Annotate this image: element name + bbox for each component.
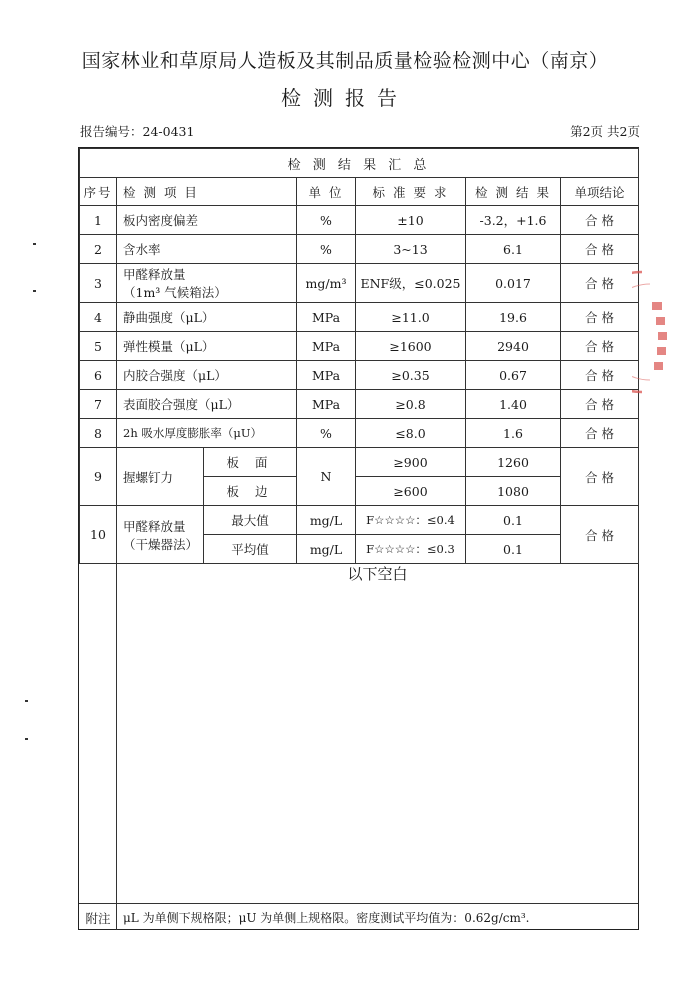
row-requirement: ≥600: [356, 477, 466, 506]
report-title: 检测报告: [281, 86, 409, 110]
row-result: 0.67: [466, 361, 561, 390]
row-unit: %: [297, 419, 356, 448]
row-requirement: ≥900: [356, 448, 466, 477]
row-item: [117, 264, 297, 303]
row-unit: MPa: [297, 361, 356, 390]
row-result: 1.6: [466, 419, 561, 448]
row-conclusion: 合 格: [561, 332, 639, 361]
results-table: [79, 148, 639, 564]
col-header-conclusion: 单项结论: [561, 178, 639, 206]
row-subitem: 板 面: [204, 448, 297, 477]
row-unit: MPa: [297, 303, 356, 332]
col-header-result: 检 测 结 果: [466, 178, 561, 206]
row-unit: mg/L: [297, 535, 356, 564]
row-unit: %: [297, 206, 356, 235]
row-result: 0.017: [466, 264, 561, 303]
row-unit: MPa: [297, 390, 356, 419]
row-result: 1.40: [466, 390, 561, 419]
row-no: 2: [80, 235, 117, 264]
row-unit: mg/m³: [297, 264, 356, 303]
table-row: [80, 361, 639, 390]
table-row: [80, 264, 639, 303]
row-requirement: ≥1600: [356, 332, 466, 361]
row-conclusion: 合 格: [561, 303, 639, 332]
row-requirement: 3~13: [356, 235, 466, 264]
row-requirement: ≥0.8: [356, 390, 466, 419]
row-requirement: ≥11.0: [356, 303, 466, 332]
row-requirement: ENF级，≤0.025: [356, 264, 466, 303]
seal-stamp: [632, 262, 690, 402]
row-conclusion: 合 格: [561, 506, 639, 564]
note-text: μL 为单侧下规格限；μU 为单侧上规格限。密度测试平均值为：0.62g/cm³.: [123, 911, 530, 925]
row-requirement: ≥0.35: [356, 361, 466, 390]
row-subitem: 板 边: [204, 477, 297, 506]
row-unit: mg/L: [297, 506, 356, 535]
row-result: 6.1: [466, 235, 561, 264]
table-row: [80, 235, 639, 264]
row-conclusion: 合 格: [561, 264, 639, 303]
note-label: 附注: [85, 911, 111, 926]
row-no: 5: [80, 332, 117, 361]
row-no: 8: [80, 419, 117, 448]
row-requirement: ≤8.0: [356, 419, 466, 448]
row-subitem: 平均值: [204, 535, 297, 564]
row-item: 表面胶合强度（μL）: [117, 390, 297, 419]
row-unit: MPa: [297, 332, 356, 361]
report-number: 报告编号：24-0431: [80, 124, 195, 139]
table-caption: 检 测 结 果 汇 总: [80, 149, 639, 178]
row-unit: %: [297, 235, 356, 264]
row-requirement: ±10: [356, 206, 466, 235]
row-no: 1: [80, 206, 117, 235]
row-no: 9: [80, 448, 117, 506]
col-header-item: 检 测 项 目: [117, 178, 297, 206]
row-subitem: 最大值: [204, 506, 297, 535]
table-row: [80, 506, 639, 535]
table-row: [80, 206, 639, 235]
col-header-requirement: 标 准 要 求: [356, 178, 466, 206]
row-item-line1: 甲醛释放量: [123, 518, 186, 534]
row-conclusion: 合 格: [561, 206, 639, 235]
row-item-line2: （1m³ 气候箱法）: [123, 285, 227, 300]
row-conclusion: 合 格: [561, 235, 639, 264]
row-item: 静曲强度（μL）: [117, 303, 297, 332]
row-no: 10: [80, 506, 117, 564]
table-row: [80, 448, 639, 477]
note-separator: [79, 903, 638, 904]
table-row: [80, 303, 639, 332]
row-result: 1080: [466, 477, 561, 506]
row-conclusion: 合 格: [561, 361, 639, 390]
page-info: 第2页 共2页: [570, 124, 640, 139]
row-no: 7: [80, 390, 117, 419]
row-item: [117, 506, 204, 564]
row-item: 2h 吸水厚度膨胀率（μU）: [117, 419, 297, 448]
row-no: 6: [80, 361, 117, 390]
row-item-line1: 甲醛释放量: [123, 267, 186, 282]
row-no: 3: [80, 264, 117, 303]
row-result: 0.1: [466, 506, 561, 535]
scan-mark: [25, 738, 28, 740]
row-conclusion: 合 格: [561, 390, 639, 419]
note-divider: [116, 903, 117, 930]
row-result: 2940: [466, 332, 561, 361]
row-item: 含水率: [117, 235, 297, 264]
blank-marker: 以下空白: [347, 565, 408, 583]
row-unit: N: [297, 448, 356, 506]
col-header-no: 序号: [80, 178, 117, 206]
organization-name: 国家林业和草原局人造板及其制品质量检验检测中心（南京）: [81, 50, 609, 72]
row-result: 1260: [466, 448, 561, 477]
row-item: 内胶合强度（μL）: [117, 361, 297, 390]
row-requirement: F☆☆☆☆：≤0.4: [356, 506, 466, 535]
row-item: 弹性模量（μL）: [117, 332, 297, 361]
row-item: 握螺钉力: [117, 448, 204, 506]
row-result: 0.1: [466, 535, 561, 564]
row-item-line2: （干燥器法）: [123, 536, 199, 552]
row-conclusion: 合 格: [561, 448, 639, 506]
table-row: [80, 332, 639, 361]
col-header-unit: 单 位: [297, 178, 356, 206]
blank-area-divider: [116, 553, 117, 903]
row-result: 19.6: [466, 303, 561, 332]
table-row: [80, 419, 639, 448]
scan-mark: [25, 700, 28, 702]
row-conclusion: 合 格: [561, 419, 639, 448]
scan-mark: [33, 243, 36, 245]
row-item: 板内密度偏差: [117, 206, 297, 235]
row-requirement: F☆☆☆☆：≤0.3: [356, 535, 466, 564]
table-row: [80, 390, 639, 419]
row-result: -3.2，+1.6: [466, 206, 561, 235]
scan-mark: [33, 290, 36, 292]
row-no: 4: [80, 303, 117, 332]
